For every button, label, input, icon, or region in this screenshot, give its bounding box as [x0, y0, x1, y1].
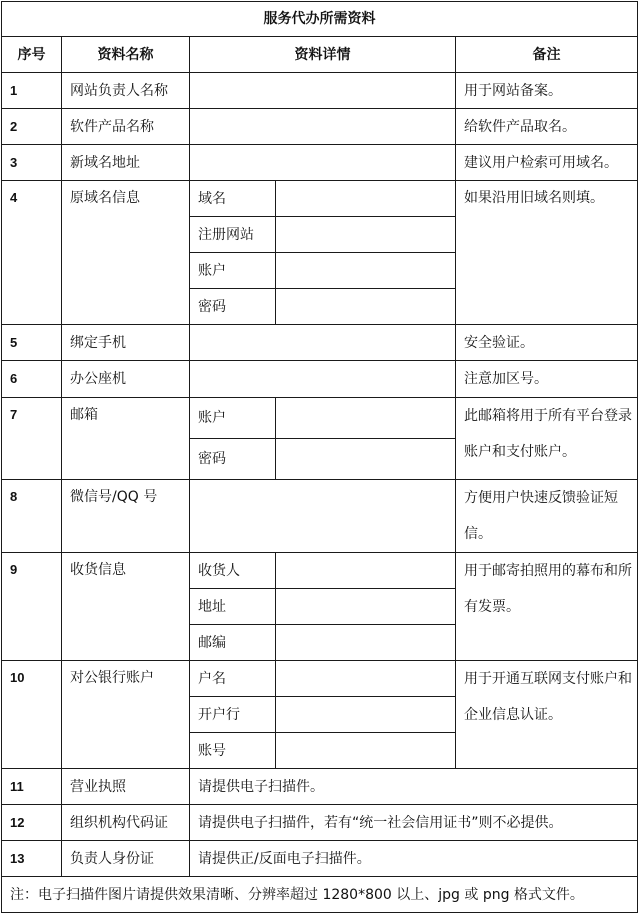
detail-input[interactable] — [276, 553, 456, 589]
sub-label: 注册网站 — [190, 217, 276, 253]
row-number: 5 — [2, 325, 62, 361]
item-name: 原域名信息 — [62, 181, 190, 325]
table-row — [2, 145, 638, 181]
sub-label: 收货人 — [190, 553, 276, 589]
remark: 给软件产品取名。 — [456, 109, 638, 145]
header-remark: 备注 — [456, 37, 638, 73]
sub-label: 域名 — [190, 181, 276, 217]
table-row — [2, 325, 638, 361]
detail-input[interactable] — [276, 733, 456, 769]
item-name: 微信号/QQ 号 — [62, 480, 190, 553]
row-number: 6 — [2, 361, 62, 398]
remark: 用于开通互联网支付账户和企业信息认证。 — [456, 661, 638, 769]
item-name: 邮箱 — [62, 398, 190, 480]
detail-input[interactable] — [276, 289, 456, 325]
detail-input[interactable] — [276, 181, 456, 217]
item-name: 对公银行账户 — [62, 661, 190, 769]
detail-input[interactable] — [190, 361, 456, 398]
table-title: 服务代办所需资料 — [2, 2, 638, 37]
item-name: 营业执照 — [62, 769, 190, 805]
header-no: 序号 — [2, 37, 62, 73]
row-number: 3 — [2, 145, 62, 181]
table-row — [2, 181, 638, 217]
detail-input[interactable] — [190, 480, 456, 553]
table-row — [2, 805, 638, 841]
sub-label: 账号 — [190, 733, 276, 769]
requirements-table — [1, 1, 638, 913]
row-number: 8 — [2, 480, 62, 553]
row-number: 4 — [2, 181, 62, 325]
row-number: 11 — [2, 769, 62, 805]
sub-label: 密码 — [190, 289, 276, 325]
table-row — [2, 398, 638, 439]
table-row — [2, 361, 638, 398]
header-detail: 资料详情 — [190, 37, 456, 73]
remark: 此邮箱将用于所有平台登录账户和支付账户。 — [456, 398, 638, 480]
remark: 用于邮寄拍照用的幕布和所有发票。 — [456, 553, 638, 661]
detail-input[interactable] — [276, 589, 456, 625]
detail-input[interactable] — [190, 145, 456, 181]
table-row — [2, 480, 638, 553]
footnote: 注：电子扫描件图片请提供效果清晰、分辨率超过 1280*800 以上、jpg 或 png 格式文件。 — [2, 877, 638, 913]
item-name: 负责人身份证 — [62, 841, 190, 877]
detail-input[interactable] — [276, 398, 456, 439]
detail-input[interactable] — [276, 661, 456, 697]
remark: 用于网站备案。 — [456, 73, 638, 109]
row-number: 2 — [2, 109, 62, 145]
table-row — [2, 109, 638, 145]
sub-label: 户名 — [190, 661, 276, 697]
table-row — [2, 73, 638, 109]
row-number: 10 — [2, 661, 62, 769]
item-name: 组织机构代码证 — [62, 805, 190, 841]
detail-text: 请提供电子扫描件。 — [190, 769, 638, 805]
item-name: 新域名地址 — [62, 145, 190, 181]
sub-label: 账户 — [190, 398, 276, 439]
item-name: 网站负责人名称 — [62, 73, 190, 109]
sub-label: 密码 — [190, 439, 276, 480]
table-row — [2, 553, 638, 589]
detail-input[interactable] — [190, 73, 456, 109]
item-name: 办公座机 — [62, 361, 190, 398]
row-number: 9 — [2, 553, 62, 661]
item-name: 软件产品名称 — [62, 109, 190, 145]
detail-input[interactable] — [276, 217, 456, 253]
table-row — [2, 661, 638, 697]
sub-label: 开户行 — [190, 697, 276, 733]
table-row — [2, 769, 638, 805]
sub-label: 账户 — [190, 253, 276, 289]
item-name: 绑定手机 — [62, 325, 190, 361]
remark: 如果沿用旧域名则填。 — [456, 181, 638, 325]
header-name: 资料名称 — [62, 37, 190, 73]
detail-input[interactable] — [190, 109, 456, 145]
detail-input[interactable] — [276, 697, 456, 733]
detail-input[interactable] — [276, 439, 456, 480]
remark: 建议用户检索可用域名。 — [456, 145, 638, 181]
table-row — [2, 841, 638, 877]
item-name: 收货信息 — [62, 553, 190, 661]
remark: 方便用户快速反馈验证短信。 — [456, 480, 638, 553]
detail-input[interactable] — [190, 325, 456, 361]
row-number: 12 — [2, 805, 62, 841]
row-number: 13 — [2, 841, 62, 877]
row-number: 7 — [2, 398, 62, 480]
detail-text: 请提供电子扫描件，若有“统一社会信用证书”则不必提供。 — [190, 805, 638, 841]
sub-label: 邮编 — [190, 625, 276, 661]
row-number: 1 — [2, 73, 62, 109]
detail-input[interactable] — [276, 253, 456, 289]
sub-label: 地址 — [190, 589, 276, 625]
detail-text: 请提供正/反面电子扫描件。 — [190, 841, 638, 877]
detail-input[interactable] — [276, 625, 456, 661]
remark: 安全验证。 — [456, 325, 638, 361]
remark: 注意加区号。 — [456, 361, 638, 398]
